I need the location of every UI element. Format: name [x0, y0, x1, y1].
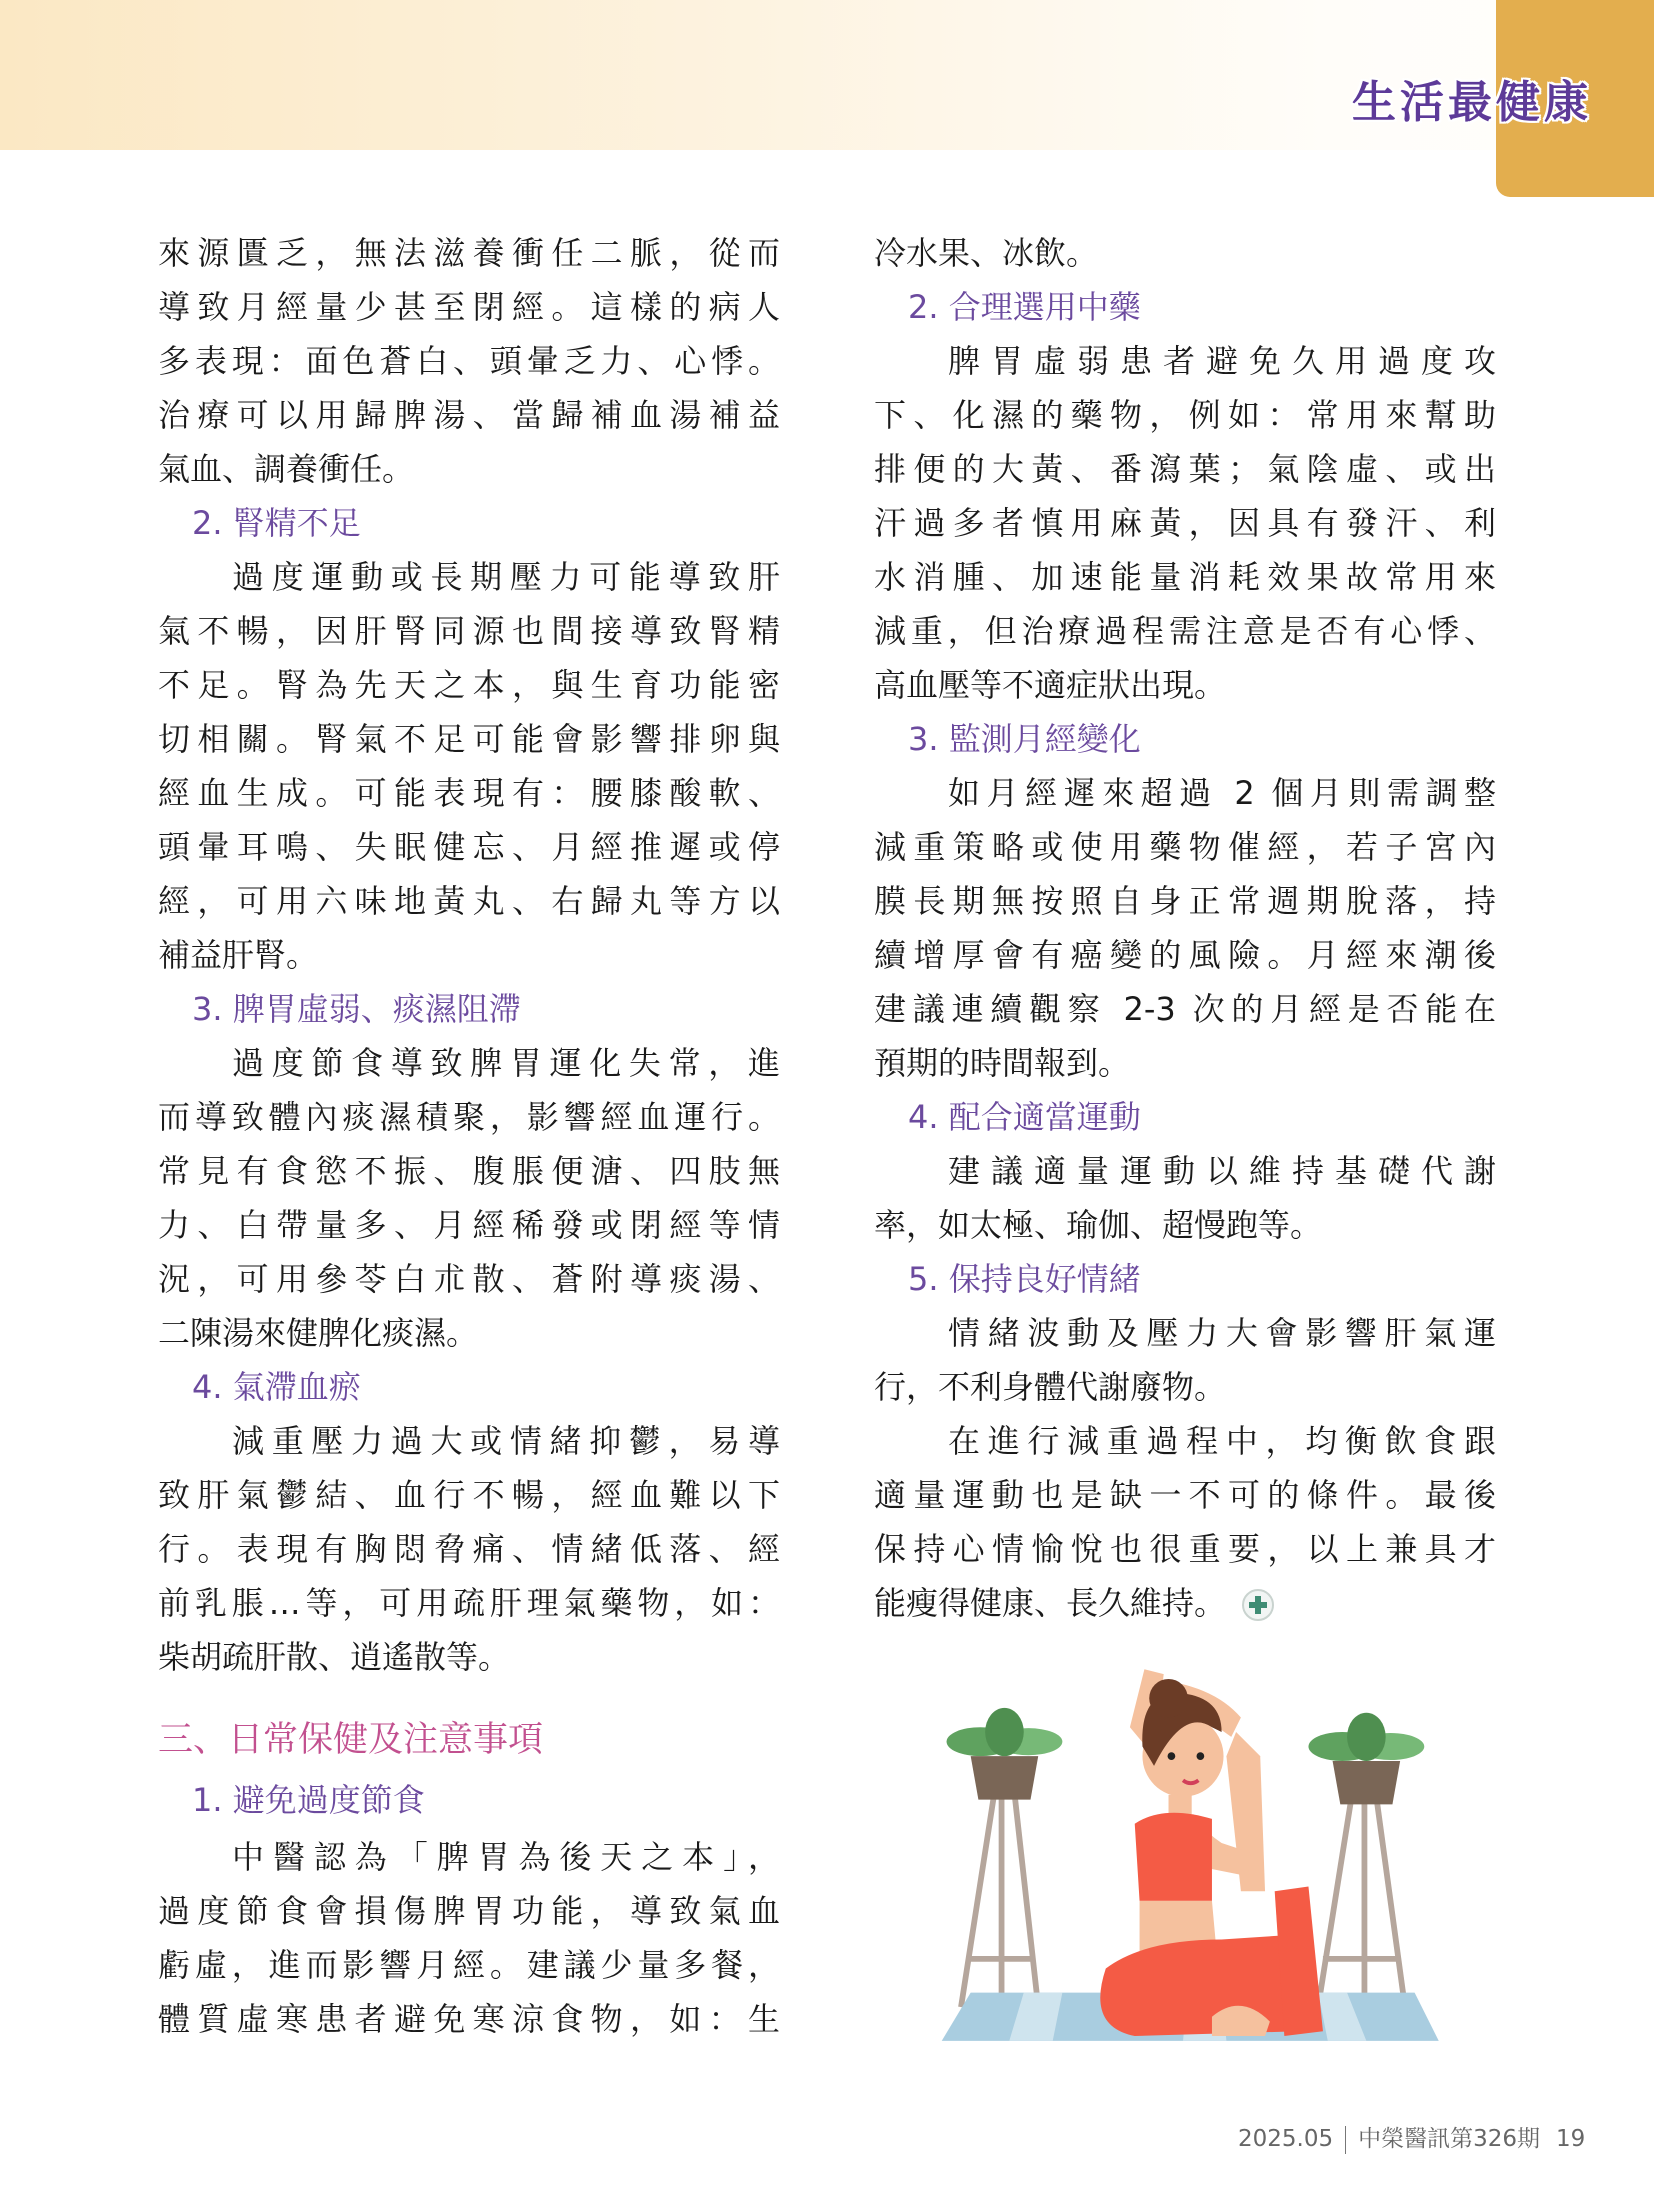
footer-divider: [1345, 2126, 1346, 2154]
line-text: 減重策略或使用藥物催經，若子宮內: [874, 828, 1496, 866]
line-text: 脾胃虛弱患者避免久用過度攻: [948, 342, 1496, 380]
line-text: 膜長期無按照自身正常週期脫落，持: [874, 882, 1496, 920]
line-text: 而導致體內痰濕積聚，影響經血運行。: [158, 1098, 780, 1136]
line-text: 前乳脹…等，可用疏肝理氣藥物，如：: [158, 1584, 780, 1622]
paragraph-line: [874, 1144, 1496, 1198]
paragraph-line: [158, 1144, 780, 1198]
line-text: 過度運動或長期壓力可能導致肝: [232, 558, 780, 596]
paragraph-line: [874, 658, 1496, 712]
subheading: 4. 氣滯血瘀: [192, 1368, 361, 1406]
line-text: 中醫認為「脾胃為後天之本」，: [232, 1838, 780, 1876]
paragraph-line: [158, 928, 780, 982]
paragraph-line: [874, 334, 1496, 388]
line-text: 率，如太極、瑜伽、超慢跑等。: [874, 1206, 1323, 1244]
subheading: 2. 合理選用中藥: [908, 288, 1141, 326]
right-column: [874, 226, 1496, 1630]
page-number: 19: [1556, 2126, 1586, 2152]
paragraph-line: [158, 712, 780, 766]
paragraph-line: [874, 766, 1496, 820]
line-text: 建議連續觀察 2-3 次的月經是否能在: [874, 990, 1496, 1028]
line-text: 續增厚會有癌變的風險。月經來潮後: [874, 936, 1496, 974]
subheading: 3. 監測月經變化: [908, 720, 1141, 758]
paragraph-line: [874, 496, 1496, 550]
paragraph-line: [158, 1306, 780, 1360]
paragraph-line: [874, 442, 1496, 496]
line-text: 排便的大黃、番瀉葉；氣陰虛、或出: [874, 450, 1496, 488]
paragraph-line: [874, 388, 1496, 442]
line-text: 經血生成。可能表現有：腰膝酸軟、: [158, 774, 780, 812]
line-text: 冷水果、冰飲。: [874, 234, 1099, 272]
yoga-illustration: [893, 1650, 1473, 2065]
section-title: 生活最健康: [1352, 77, 1592, 128]
line-text: 況，可用參苓白朮散、蒼附導痰湯、: [158, 1260, 780, 1298]
paragraph-line: [874, 1468, 1496, 1522]
plant-stand-right: [1308, 1713, 1424, 2007]
line-text: 適量運動也是缺一不可的條件。最後: [874, 1476, 1496, 1514]
line-text: 頭暈耳鳴、失眠健忘、月經推遲或停: [158, 828, 780, 866]
paragraph-line: [158, 550, 780, 604]
line-text: 保持心情愉悅也很重要，以上兼具才: [874, 1530, 1496, 1568]
paragraph-line: [158, 334, 780, 388]
issue-date: 2025.05: [1238, 2126, 1334, 2152]
paragraph-line: [874, 928, 1496, 982]
line-text: 導致月經量少甚至閉經。這樣的病人: [158, 288, 780, 326]
paragraph-line: [158, 1630, 780, 1684]
paragraph-line: [158, 1830, 780, 1884]
paragraph-line: [874, 1522, 1496, 1576]
line-text: 不足。腎為先天之本，與生育功能密: [158, 666, 780, 704]
paragraph-line: [874, 1306, 1496, 1360]
line-text: 虧虛，進而影響月經。建議少量多餐，: [158, 1946, 780, 1984]
line-text: 多表現：面色蒼白、頭暈乏力、心悸。: [158, 342, 780, 380]
line-text: 預期的時間報到。: [874, 1044, 1131, 1082]
line-text: 水消腫、加速能量消耗效果故常用來: [874, 558, 1496, 596]
line-text: 治療可以用歸脾湯、當歸補血湯補益: [158, 396, 780, 434]
line-text: 減重壓力過大或情緒抑鬱，易導: [232, 1422, 780, 1460]
page-footer: [1238, 2120, 1585, 2154]
paragraph-line: [158, 1198, 780, 1252]
subheading: 2. 腎精不足: [192, 504, 361, 542]
paragraph-line: [158, 1252, 780, 1306]
line-text: 力、白帶量多、月經稀發或閉經等情: [158, 1206, 780, 1244]
paragraph-line: [874, 1576, 1496, 1630]
paragraph-line: [158, 1576, 780, 1630]
line-text: 補益肝腎。: [158, 936, 319, 974]
paragraph-line: [158, 658, 780, 712]
paragraph-line: [158, 1468, 780, 1522]
paragraph-line: [158, 1938, 780, 1992]
line-text: 致肝氣鬱結、血行不暢，經血難以下: [158, 1476, 780, 1514]
line-text: 柴胡疏肝散、逍遙散等。: [158, 1638, 511, 1676]
line-text: 常見有食慾不振、腹脹便溏、四肢無: [158, 1152, 780, 1190]
line-text: 情緒波動及壓力大會影響肝氣運: [948, 1314, 1496, 1352]
subheading: 5. 保持良好情緒: [908, 1260, 1141, 1298]
paragraph-line: [158, 388, 780, 442]
hospital-logo-icon: [1242, 1589, 1274, 1621]
line-text: 氣血、調養衝任。: [158, 450, 415, 488]
paragraph-line: [158, 226, 780, 280]
paragraph-line: [874, 550, 1496, 604]
line-text: 氣不暢，因肝腎同源也間接導致腎精: [158, 612, 780, 650]
line-text: 過度節食會損傷脾胃功能，導致氣血: [158, 1892, 780, 1930]
section-heading: 三、日常保健及注意事項: [158, 1720, 544, 1760]
line-text: 減重，但治療過程需注意是否有心悸、: [874, 612, 1496, 650]
paragraph-line: [158, 820, 780, 874]
line-text: 在進行減重過程中，均衡飲食跟: [948, 1422, 1496, 1460]
line-text: 過度節食導致脾胃運化失常，進: [232, 1044, 780, 1082]
line-text: 二陳湯來健脾化痰濕。: [158, 1314, 479, 1352]
paragraph-line: [874, 1414, 1496, 1468]
subheading: 4. 配合適當運動: [908, 1098, 1141, 1136]
paragraph-line: [158, 1414, 780, 1468]
paragraph-line: [158, 1090, 780, 1144]
line-text: 行，不利身體代謝廢物。: [874, 1368, 1227, 1406]
paragraph-line: [158, 1884, 780, 1938]
paragraph-line: [874, 604, 1496, 658]
paragraph-line: [158, 604, 780, 658]
subheading: 1. 避免過度節食: [192, 1781, 425, 1819]
line-text: 行。表現有胸悶脅痛、情緒低落、經: [158, 1530, 780, 1568]
woman-figure: [1100, 1669, 1323, 2036]
paragraph-line: [874, 1198, 1496, 1252]
line-text: 下、化濕的藥物，例如：常用來幫助: [874, 396, 1496, 434]
subheading: 3. 脾胃虛弱、痰濕阻滯: [192, 990, 521, 1028]
plant-stand-left: [947, 1708, 1063, 2007]
line-text: 建議適量運動以維持基礎代謝: [948, 1152, 1496, 1190]
line-text: 經，可用六味地黃丸、右歸丸等方以: [158, 882, 780, 920]
paragraph-line: [874, 982, 1496, 1036]
paragraph-line: [874, 874, 1496, 928]
paragraph-line: [158, 874, 780, 928]
paragraph-line: [158, 1036, 780, 1090]
publication-issue: 中榮醫訊第326期: [1358, 2126, 1541, 2152]
line-text: 高血壓等不適症狀出現。: [874, 666, 1227, 704]
paragraph-line: [874, 226, 1496, 280]
paragraph-line: [158, 766, 780, 820]
line-text: 切相關。腎氣不足可能會影響排卵與: [158, 720, 780, 758]
line-text: 如月經遲來超過 2 個月則需調整: [948, 774, 1496, 812]
paragraph-line: [158, 1522, 780, 1576]
line-text: 體質虛寒患者避免寒涼食物，如：生: [158, 2000, 780, 2038]
line-text: 能瘦得健康、長久維持。: [874, 1584, 1227, 1622]
left-column: [158, 226, 780, 2046]
paragraph-line: [874, 1360, 1496, 1414]
paragraph-line: [158, 442, 780, 496]
paragraph-line: [158, 280, 780, 334]
paragraph-line: [158, 1992, 780, 2046]
paragraph-line: [874, 1036, 1496, 1090]
line-text: 來源匱乏，無法滋養衝任二脈，從而: [158, 234, 780, 272]
line-text: 汗過多者慎用麻黃，因具有發汗、利: [874, 504, 1496, 542]
paragraph-line: [874, 820, 1496, 874]
